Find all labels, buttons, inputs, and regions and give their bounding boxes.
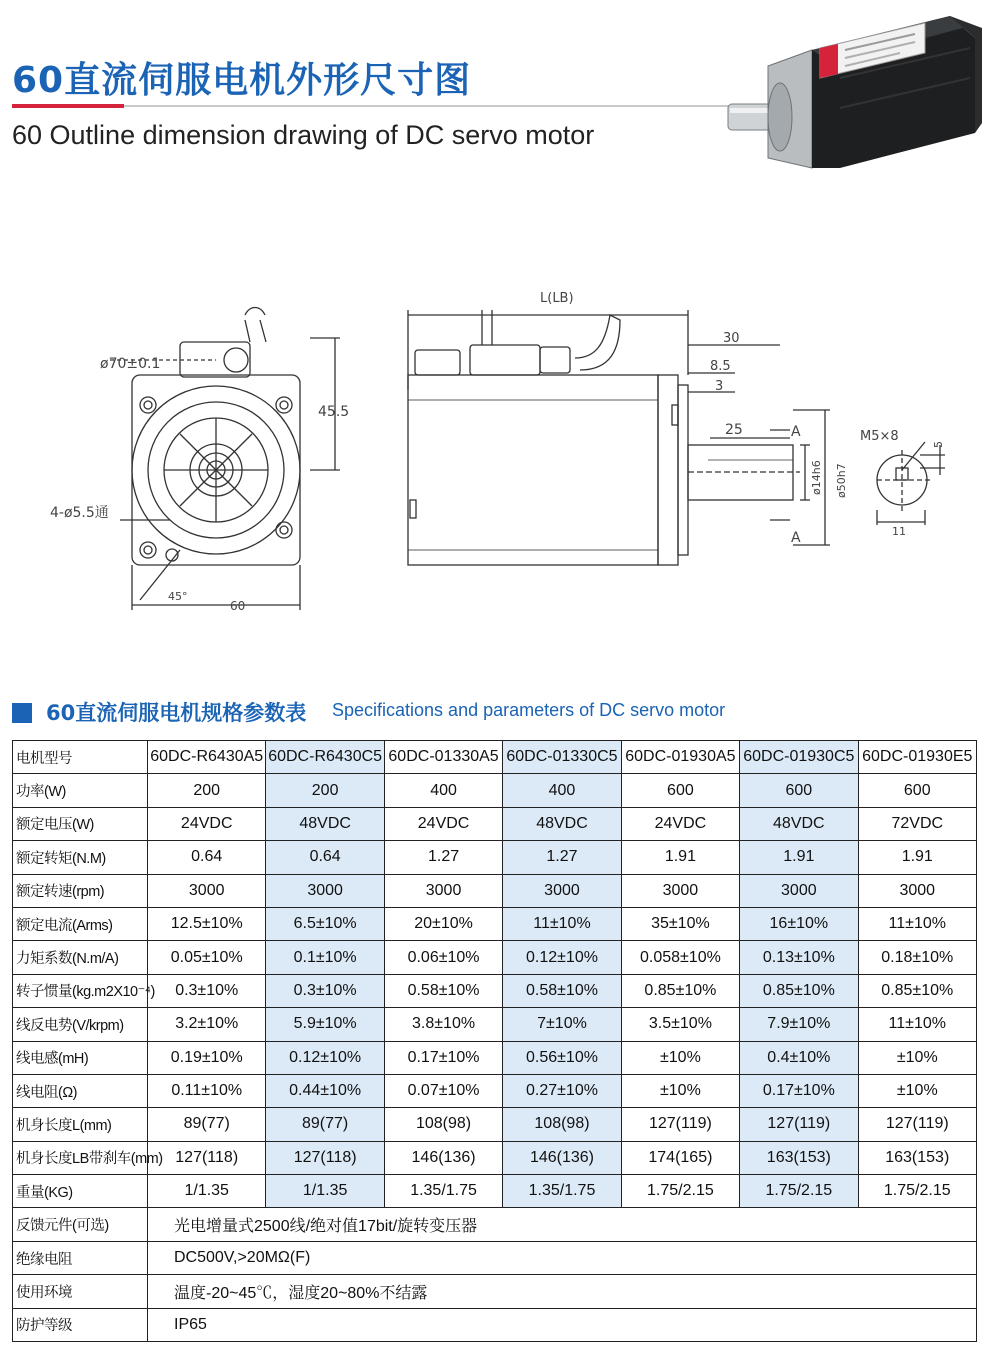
- spec-section-header: [12, 697, 992, 727]
- table-cell: 7.9±10%: [740, 1008, 858, 1041]
- model-name: 60DC-01330C5: [503, 741, 621, 774]
- row-label: 线电阻(Ω): [13, 1074, 148, 1107]
- table-cell: 0.058±10%: [621, 941, 739, 974]
- table-cell: 0.17±10%: [384, 1041, 502, 1074]
- table-cell: ±10%: [858, 1041, 976, 1074]
- table-row-wide: [13, 1241, 977, 1274]
- table-cell-wide: DC500V,>20MΩ(F): [148, 1241, 977, 1274]
- table-cell: 0.12±10%: [266, 1041, 384, 1074]
- table-cell: 0.58±10%: [384, 974, 502, 1007]
- table-cell: 3.2±10%: [148, 1008, 266, 1041]
- table-cell: ±10%: [621, 1074, 739, 1107]
- table-cell: 174(165): [621, 1141, 739, 1174]
- table-cell: 3.8±10%: [384, 1008, 502, 1041]
- dim-25: 25: [725, 422, 743, 438]
- table-cell: 24VDC: [148, 807, 266, 840]
- table-cell: 127(119): [740, 1108, 858, 1141]
- table-cell: 48VDC: [503, 807, 621, 840]
- row-label: 额定电流(Arms): [13, 907, 148, 940]
- table-cell: 0.85±10%: [740, 974, 858, 1007]
- table-cell-wide: 光电增量式2500线/绝对值17bit/旋转变压器: [148, 1208, 977, 1241]
- table-cell: 7±10%: [503, 1008, 621, 1041]
- table-cell: 1.75/2.15: [858, 1175, 976, 1208]
- motor-photo: [720, 8, 990, 173]
- table-cell: 600: [621, 774, 739, 807]
- table-cell: 163(153): [858, 1141, 976, 1174]
- dim-mount-holes: 4-ø5.5通: [50, 505, 109, 521]
- table-cell: 3000: [740, 874, 858, 907]
- table-cell: 200: [148, 774, 266, 807]
- table-cell: 0.44±10%: [266, 1074, 384, 1107]
- table-cell: 1.91: [621, 841, 739, 874]
- table-cell: 0.07±10%: [384, 1074, 502, 1107]
- table-cell: 3000: [503, 874, 621, 907]
- row-label: 线电感(mH): [13, 1041, 148, 1074]
- row-label: 绝缘电阻: [13, 1241, 148, 1274]
- table-cell: 0.13±10%: [740, 941, 858, 974]
- page-header: [0, 0, 1000, 175]
- table-cell: 3000: [266, 874, 384, 907]
- table-cell: 16±10%: [740, 907, 858, 940]
- table-cell: 1/1.35: [266, 1175, 384, 1208]
- spec-table: [12, 740, 977, 1342]
- row-label: 额定转矩(N.M): [13, 841, 148, 874]
- row-label: 额定转速(rpm): [13, 874, 148, 907]
- table-cell: 24VDC: [384, 807, 502, 840]
- dim-overall-length: L(LB): [540, 291, 574, 306]
- row-label: 机身长度LB带刹车(mm): [13, 1141, 148, 1174]
- outline-dimension-drawing: [20, 280, 980, 620]
- model-name: 60DC-01930A5: [621, 741, 739, 774]
- table-cell: 400: [384, 774, 502, 807]
- row-label: 重量(KG): [13, 1175, 148, 1208]
- row-label: 功率(W): [13, 774, 148, 807]
- table-cell: 89(77): [148, 1108, 266, 1141]
- row-label: 线反电势(V/krpm): [13, 1008, 148, 1041]
- table-cell: 108(98): [384, 1108, 502, 1141]
- table-cell: 0.06±10%: [384, 941, 502, 974]
- row-label: 机身长度L(mm): [13, 1108, 148, 1141]
- table-cell: 0.1±10%: [266, 941, 384, 974]
- model-name: 60DC-R6430A5: [148, 741, 266, 774]
- row-label: 转子惯量(kg.m2X10⁻⁴): [13, 974, 148, 1007]
- table-cell: 0.64: [148, 841, 266, 874]
- model-name: 60DC-R6430C5: [266, 741, 384, 774]
- section-mark-top: A: [791, 424, 801, 440]
- table-cell: 3000: [621, 874, 739, 907]
- table-cell: 0.56±10%: [503, 1041, 621, 1074]
- page-title-cn: 60直流伺服电机外形尺寸图: [12, 60, 472, 101]
- table-cell: 0.05±10%: [148, 941, 266, 974]
- table-cell: 0.4±10%: [740, 1041, 858, 1074]
- dim-square: 60: [230, 599, 246, 613]
- table-cell: 72VDC: [858, 807, 976, 840]
- table-cell: 0.17±10%: [740, 1074, 858, 1107]
- table-cell: 0.19±10%: [148, 1041, 266, 1074]
- table-cell: 163(153): [740, 1141, 858, 1174]
- table-cell: 1.91: [858, 841, 976, 874]
- table-row: [13, 1074, 977, 1107]
- table-cell: 3000: [858, 874, 976, 907]
- table-cell: 127(118): [148, 1141, 266, 1174]
- table-cell: 0.12±10%: [503, 941, 621, 974]
- table-row: [13, 907, 977, 940]
- model-name: 60DC-01330A5: [384, 741, 502, 774]
- section-marker: [12, 703, 32, 723]
- table-cell: 48VDC: [740, 807, 858, 840]
- row-label: 使用环境: [13, 1275, 148, 1308]
- row-label: 力矩系数(N.m/A): [13, 941, 148, 974]
- table-cell: 3000: [384, 874, 502, 907]
- table-cell: 108(98): [503, 1108, 621, 1141]
- table-cell: 200: [266, 774, 384, 807]
- table-cell: 0.64: [266, 841, 384, 874]
- table-cell: 6.5±10%: [266, 907, 384, 940]
- table-cell: 600: [740, 774, 858, 807]
- table-row-wide: [13, 1275, 977, 1308]
- section-mark-bottom: A: [791, 530, 801, 546]
- model-name: 60DC-01930C5: [740, 741, 858, 774]
- table-header-row: [13, 741, 977, 774]
- table-cell: ±10%: [621, 1041, 739, 1074]
- table-cell: 5.9±10%: [266, 1008, 384, 1041]
- table-cell: 20±10%: [384, 907, 502, 940]
- table-cell: 1.91: [740, 841, 858, 874]
- model-name: 60DC-01930E5: [858, 741, 976, 774]
- table-row: [13, 1108, 977, 1141]
- dim-tap: M5×8: [860, 429, 899, 444]
- dim-key-width: 11: [892, 525, 906, 538]
- table-row: [13, 841, 977, 874]
- row-label: 反馈元件(可选): [13, 1208, 148, 1241]
- table-row: [13, 774, 977, 807]
- table-row: [13, 1041, 977, 1074]
- dim-30: 30: [723, 331, 740, 346]
- table-cell: 127(118): [266, 1141, 384, 1174]
- table-row-wide: [13, 1208, 977, 1241]
- table-cell: 48VDC: [266, 807, 384, 840]
- section-title-en: Specifications and parameters of DC servo motor: [332, 700, 726, 720]
- dim-flange-dia: ø70±0.1: [100, 356, 161, 372]
- table-cell: 1.27: [503, 841, 621, 874]
- table-cell: 127(119): [621, 1108, 739, 1141]
- table-cell: 0.3±10%: [148, 974, 266, 1007]
- table-cell: 11±10%: [858, 1008, 976, 1041]
- table-cell: 1.27: [384, 841, 502, 874]
- table-row: [13, 807, 977, 840]
- dim-pilot-dia: ø50h7: [835, 463, 848, 498]
- table-cell: 3.5±10%: [621, 1008, 739, 1041]
- row-label: 防护等级: [13, 1308, 148, 1341]
- table-row: [13, 941, 977, 974]
- table-row: [13, 1175, 977, 1208]
- table-row: [13, 874, 977, 907]
- dim-hole-spacing: 45.5: [318, 404, 350, 420]
- table-cell: 12.5±10%: [148, 907, 266, 940]
- table-cell: 35±10%: [621, 907, 739, 940]
- table-row: [13, 974, 977, 1007]
- table-cell: 11±10%: [858, 907, 976, 940]
- table-cell: 0.27±10%: [503, 1074, 621, 1107]
- table-cell: 11±10%: [503, 907, 621, 940]
- table-cell: ±10%: [858, 1074, 976, 1107]
- dim-shaft-dia: ø14h6: [810, 460, 823, 495]
- table-row: [13, 1008, 977, 1041]
- dim-8-5: 8.5: [710, 359, 731, 374]
- table-cell: 127(119): [858, 1108, 976, 1141]
- table-cell-wide: 温度-20~45℃，湿度20~80%不结露: [148, 1275, 977, 1308]
- table-cell: 89(77): [266, 1108, 384, 1141]
- page-title-en: 60 Outline dimension drawing of DC servo motor: [12, 120, 595, 150]
- header-label: 电机型号: [13, 741, 148, 774]
- table-cell: 1.75/2.15: [740, 1175, 858, 1208]
- table-cell: 0.18±10%: [858, 941, 976, 974]
- table-cell: 1.35/1.75: [503, 1175, 621, 1208]
- table-cell: 146(136): [503, 1141, 621, 1174]
- table-cell: 3000: [148, 874, 266, 907]
- table-cell: 0.58±10%: [503, 974, 621, 1007]
- table-row: [13, 1141, 977, 1174]
- table-cell: 0.11±10%: [148, 1074, 266, 1107]
- table-cell: 0.3±10%: [266, 974, 384, 1007]
- table-cell: 0.85±10%: [858, 974, 976, 1007]
- row-label: 额定电压(W): [13, 807, 148, 840]
- table-row-wide: [13, 1308, 977, 1341]
- dim-angle: 45°: [168, 590, 188, 603]
- dim-key-depth: 5: [932, 441, 945, 448]
- table-cell: 146(136): [384, 1141, 502, 1174]
- table-cell: 1.35/1.75: [384, 1175, 502, 1208]
- title-divider-accent: [12, 104, 124, 108]
- dim-3: 3: [715, 379, 724, 394]
- section-title-cn: 60直流伺服电机规格参数表: [46, 701, 307, 725]
- table-cell: 24VDC: [621, 807, 739, 840]
- table-cell: 0.85±10%: [621, 974, 739, 1007]
- table-cell: 400: [503, 774, 621, 807]
- table-cell: 1.75/2.15: [621, 1175, 739, 1208]
- table-cell: 1/1.35: [148, 1175, 266, 1208]
- table-cell: 600: [858, 774, 976, 807]
- table-cell-wide: IP65: [148, 1308, 977, 1341]
